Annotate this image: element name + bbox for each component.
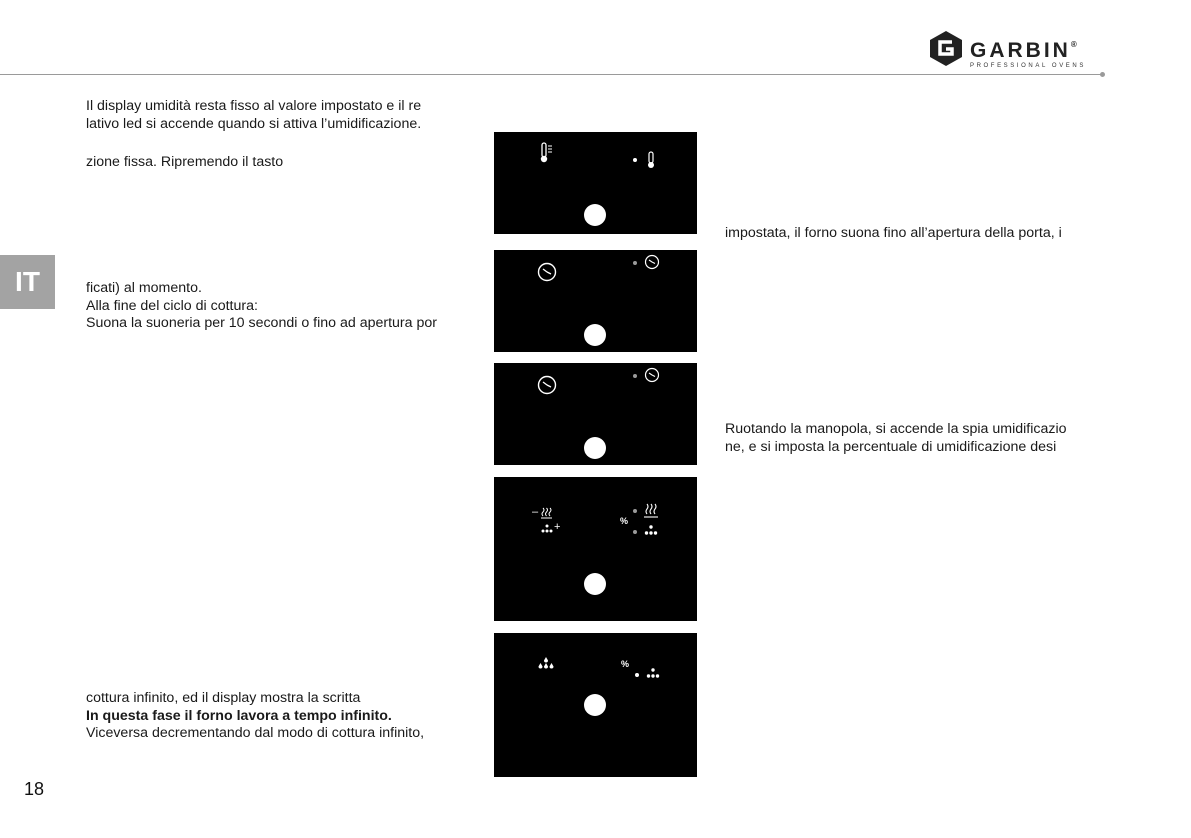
text-line: ne, e si imposta la percentuale di umidificazione desi — [725, 438, 1057, 455]
garbin-logo — [928, 30, 1108, 70]
language-tab: IT — [0, 255, 55, 309]
control-knob — [584, 437, 606, 459]
humidity-led — [635, 673, 639, 677]
steam-small-icon — [541, 507, 552, 519]
plus-symbol: + — [554, 521, 561, 533]
percent-symbol: % — [621, 659, 630, 669]
minus-symbol: – — [532, 506, 539, 518]
display-panel-temperature — [494, 132, 697, 234]
temperature-led — [633, 158, 637, 162]
text-block-humidity-display — [86, 98, 421, 133]
clock-icon — [537, 375, 557, 395]
text-line: Ruotando la manopola, si accende la spia umidificazio — [725, 421, 1067, 437]
steam-led — [633, 509, 637, 513]
text-line-bold: In questa fase il forno lavora a tempo infinito. — [86, 707, 392, 724]
text-line: impostata, il forno suona fino all’apertura della porta, i — [725, 225, 1062, 241]
timer-led — [633, 261, 637, 265]
display-panel-timer-end — [494, 363, 697, 465]
core-thermometer-icon — [539, 142, 553, 164]
control-knob — [584, 324, 606, 346]
clock-icon — [537, 262, 557, 282]
display-panel-humidity — [494, 633, 697, 777]
text-block-infinite-cooking — [86, 690, 424, 743]
text-line: zione fissa. Ripremendo il tasto — [86, 154, 284, 170]
thermometer-icon — [646, 151, 656, 169]
brand-tagline: PROFESSIONAL OVENS — [970, 63, 1086, 69]
garbin-logo-mark-icon — [928, 30, 964, 66]
control-knob — [584, 573, 606, 595]
control-knob — [584, 694, 606, 716]
text-line: Viceversa decrementando dal modo di cottura infinito, — [86, 725, 425, 741]
percent-symbol: % — [620, 516, 629, 526]
display-panel-timer — [494, 250, 697, 352]
text-line: Il display umidità resta fisso al valore impostato e il re — [86, 98, 422, 114]
humidity-led — [633, 530, 637, 534]
text-line: Suona la suoneria per 10 secondi o fino ad apertura por — [86, 315, 437, 331]
control-knob — [584, 204, 606, 226]
text-block-fixed-mode — [86, 154, 283, 172]
text-block-end-of-cycle — [86, 280, 437, 333]
display-panel-humidity-steam — [494, 477, 697, 621]
text-line: Alla fine del ciclo di cottura: — [86, 297, 258, 314]
text-line: lativo led si accende quando si attiva l’umidificazione. — [86, 115, 422, 132]
page-number: 18 — [24, 779, 45, 799]
text-block-humidity-knob — [725, 421, 1067, 456]
clock-small-icon — [644, 367, 660, 383]
brand-name: GARBIN® — [970, 39, 1077, 62]
clock-small-icon — [644, 254, 660, 270]
timer-led — [633, 374, 637, 378]
humidity-drops-icon — [644, 525, 658, 536]
humidity-drops-icon — [646, 668, 660, 679]
steam-icon — [644, 503, 658, 518]
humidity-drops-large-icon — [537, 657, 555, 671]
text-block-door-opening — [725, 225, 1062, 243]
humidity-drops-small-icon — [541, 524, 553, 533]
text-line: cottura infinito, ed il display mostra la scritta — [86, 690, 361, 706]
text-line: ficati) al momento. — [86, 280, 202, 296]
header-rule-dot — [1100, 72, 1105, 77]
header-rule — [0, 74, 1102, 75]
